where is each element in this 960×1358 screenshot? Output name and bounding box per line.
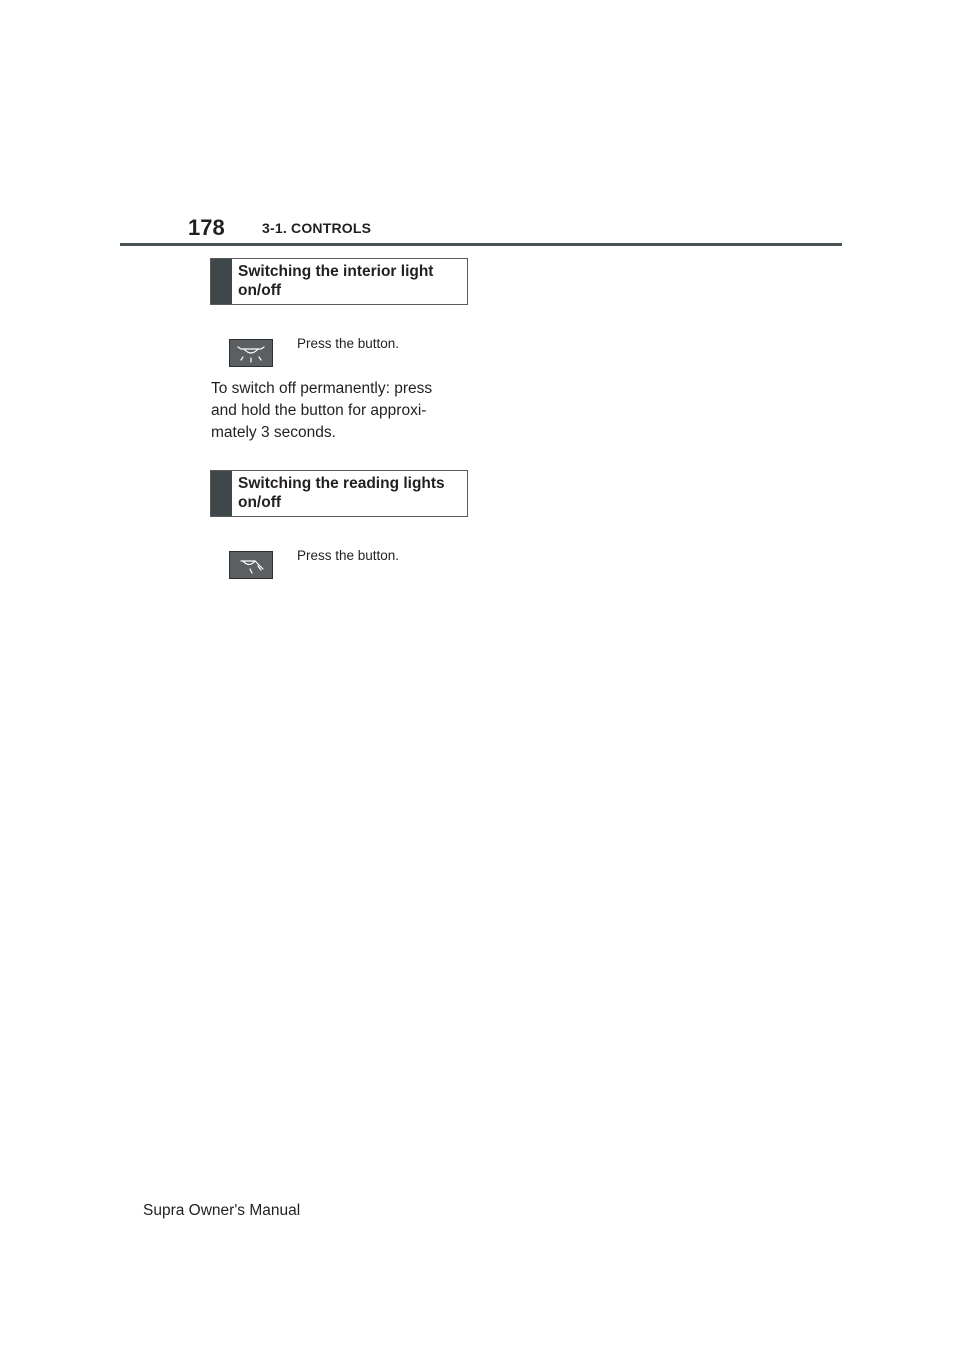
step-instruction: Press the button.: [297, 336, 400, 351]
section-title: 3-1. CONTROLS: [262, 220, 372, 236]
heading-accent-bar: [211, 259, 232, 304]
note-paragraph: To switch off permanently: press and hold the button for approxi-mately 3 seconds.: [211, 380, 433, 441]
reading-light-icon: [229, 551, 273, 579]
heading-text: Switching the reading lights on/off: [238, 475, 445, 511]
heading-interior-light: [210, 258, 468, 305]
interior-light-icon: [229, 339, 273, 367]
page-number: 178: [188, 215, 225, 240]
heading-reading-lights: [210, 470, 468, 517]
step-instruction: Press the button.: [297, 548, 400, 563]
header-divider: [120, 243, 842, 246]
footer-manual-title: Supra Owner's Manual: [143, 1202, 301, 1219]
heading-accent-bar: [211, 471, 232, 516]
heading-text: Switching the interior light on/off: [238, 263, 434, 299]
